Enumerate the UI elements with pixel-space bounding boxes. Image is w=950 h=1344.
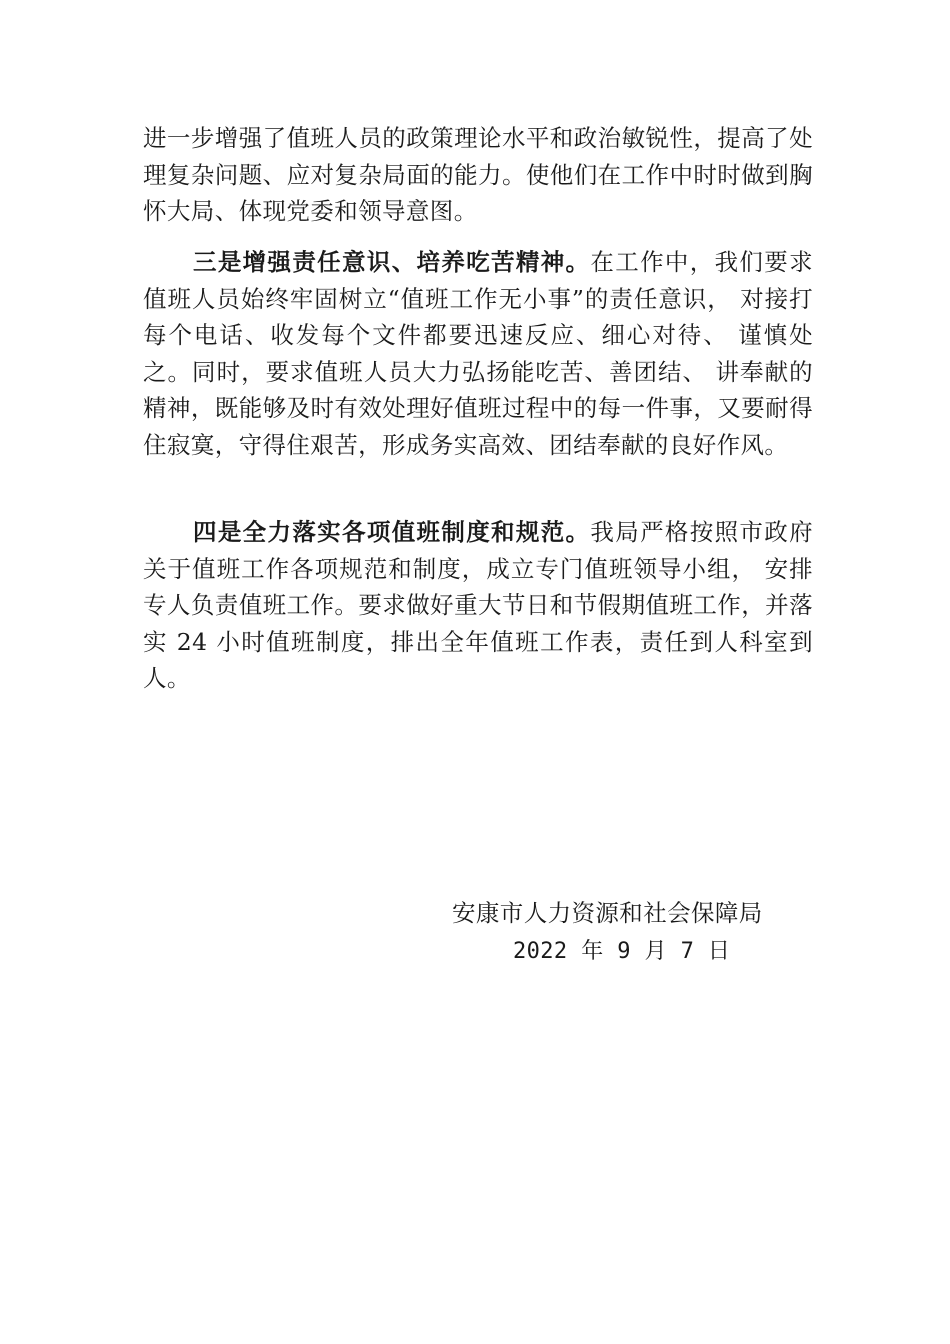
paragraph-2-lead: 三是增强责任意识、培养吃苦精神。: [193, 248, 591, 276]
paragraph-2-body: 在工作中，我们要求值班人员始终牢固树立“值班工作无小事”的责任意识， 对接打每个电话、收发每个文件都要迅速反应、细心对待、 谨慎处之。同时，要求值班人员大力弘扬能吃苦、善团结、 讲奉献的精神，既能够及时有效处理好值班过程中的每一件事，又要耐得住寂寞，守得住艰苦，形成务实高效、团结奉献的良好作风。: [143, 248, 813, 459]
paragraph-continuation: [143, 120, 813, 230]
paragraph-duty-system: [143, 514, 813, 697]
signature-organization: 安康市人力资源和社会保障局: [452, 899, 763, 927]
paragraph-3-lead: 四是全力落实各项值班制度和规范。: [193, 518, 591, 546]
paragraph-responsibility: [143, 244, 813, 464]
signature-date: 2022 年 9 月 7 日: [513, 939, 731, 964]
paragraph-3-body: 我局严格按照市政府关于值班工作各项规范和制度，成立专门值班领导小组， 安排专人负责值班工作。要求做好重大节日和节假期值班工作，并落实 24 小时值班制度，排出全年值班工作表，责任到人科室到人。: [143, 518, 813, 693]
paragraph-1-body: 进一步增强了值班人员的政策理论水平和政治敏锐性，提高了处理复杂问题、应对复杂局面的能力。使他们在工作中时时做到胸怀大局、体现党委和领导意图。: [143, 124, 813, 226]
